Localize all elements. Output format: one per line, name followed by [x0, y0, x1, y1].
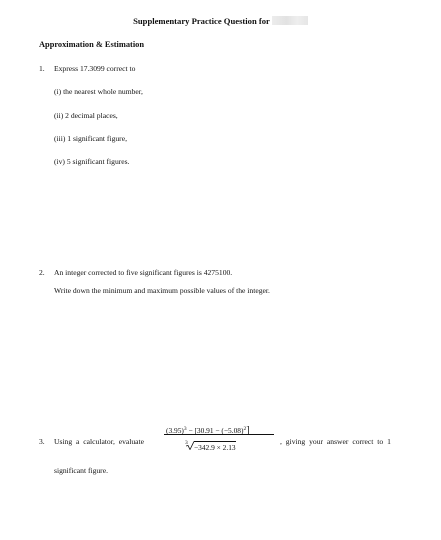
numerator-term-2: − [30.91 − (−5.08): [186, 426, 244, 435]
question-3-number: 3.: [39, 437, 45, 446]
page-title: [0, 16, 441, 26]
redacted-name-block: [272, 16, 308, 25]
question-1-part-ii: (ii) 2 decimal places,: [54, 111, 118, 120]
fraction-denominator: −342.9 × 2.13: [194, 442, 236, 452]
numerator-exponent-1: 3: [183, 426, 187, 432]
question-3-lead: Using a calculator, evaluate: [54, 437, 145, 446]
numerator-bracket-close: ]: [246, 425, 250, 436]
numerator-exponent-2: 2: [243, 426, 247, 432]
question-1-part-iv: (iv) 5 significant figures.: [54, 157, 130, 166]
question-3-trail: , giving your answer correct to 1: [280, 437, 391, 446]
title-text: Supplementary Practice Question for: [133, 16, 270, 26]
question-1-part-iii: (iii) 1 significant figure,: [54, 134, 127, 143]
question-1-prompt: Express 17.3099 correct to: [54, 64, 136, 73]
numerator-term-1: (3.95): [166, 426, 184, 435]
section-heading: Approximation & Estimation: [39, 40, 145, 49]
question-2-line-2: Write down the minimum and maximum possible values of the integer.: [54, 286, 270, 295]
question-2-number: 2.: [39, 268, 45, 277]
fraction-bar: [164, 434, 274, 435]
question-2-line-1: An integer corrected to five significant figures is 4275100.: [54, 268, 233, 277]
question-1-number: 1.: [39, 64, 45, 73]
question-1-part-i: (i) the nearest whole number,: [54, 87, 143, 96]
cube-root-index: 3: [185, 440, 188, 446]
question-3-trail-line-2: significant figure.: [54, 466, 108, 475]
